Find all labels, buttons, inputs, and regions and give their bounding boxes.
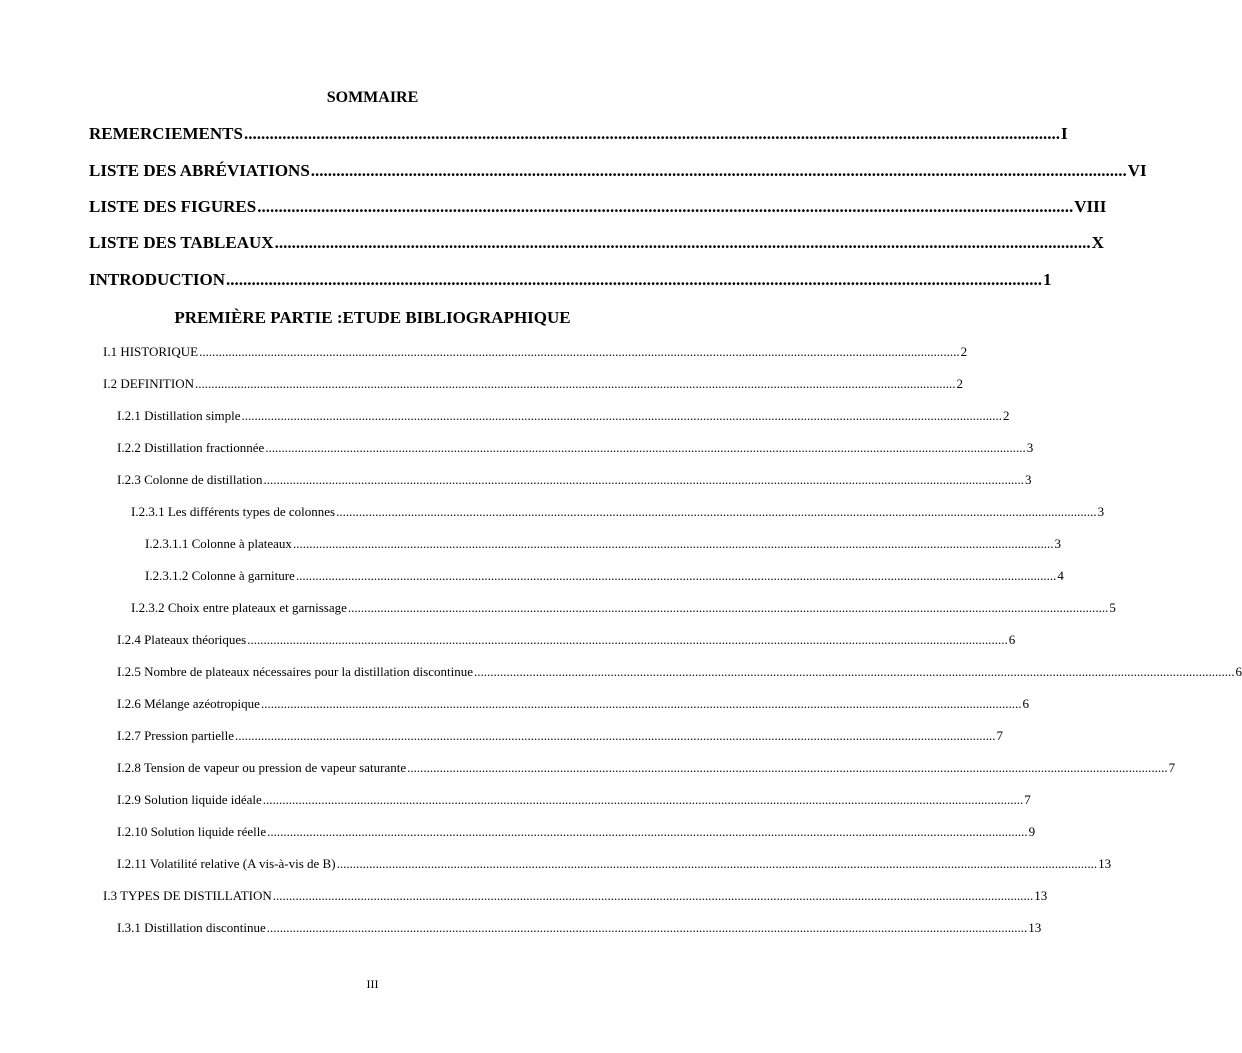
toc-label: I.2.4 Plateaux théoriques: [117, 632, 247, 647]
toc-page-number: 3: [1097, 504, 1105, 519]
toc-entry[interactable]: [145, 536, 1061, 552]
toc-leader: ..........................................................................................................................................................................................................................................: [336, 856, 1098, 871]
toc-page-number: 3: [1026, 440, 1034, 455]
toc-leader: ..........................................................................................................................................................................................................................................: [199, 344, 960, 359]
toc-entry[interactable]: [103, 344, 968, 360]
toc-label: I.2.5 Nombre de plateaux nécessaires pour la distillation discontinue: [117, 664, 473, 679]
toc-page-number: 7: [1168, 760, 1176, 775]
toc-page-number: 3: [1025, 472, 1032, 487]
toc-page-number: 2: [1003, 408, 1010, 423]
toc-label: I.3 TYPES DE DISTILLATION: [103, 888, 272, 903]
part-title: PREMIÈRE PARTIE :ETUDE BIBLIOGRAPHIQUE: [174, 308, 571, 327]
toc-page-number: 13: [1098, 856, 1112, 871]
toc-label: I.1 HISTORIQUE: [103, 344, 199, 359]
toc-label: LISTE DES FIGURES: [89, 197, 257, 216]
toc-leader: ..........................................................................................................................................................................................................................................: [272, 888, 1034, 903]
toc-leader: ..........................................................................................................................................................................................................................................: [241, 408, 1002, 423]
toc-label: I.2.3.1.1 Colonne à plateaux: [145, 536, 292, 551]
toc-leader: ................................................................................................................................................................................................: [243, 124, 1060, 143]
toc-label: I.2.2 Distillation fractionnée: [117, 440, 265, 455]
toc-label: LISTE DES TABLEAUX: [89, 233, 274, 252]
toc-label: I.2.3.1.2 Colonne à garniture: [145, 568, 295, 583]
toc-leader: ..........................................................................................................................................................................................................................................: [234, 728, 996, 743]
toc-main-entry[interactable]: [89, 161, 1147, 181]
toc-leader: ..........................................................................................................................................................................................................................................: [407, 760, 1168, 775]
toc-leader: ................................................................................................................................................................................................: [274, 233, 1091, 252]
toc-label: I.2.6 Mélange azéotropique: [117, 696, 260, 711]
toc-page-number: 3: [1054, 536, 1061, 551]
toc-main-entry[interactable]: [89, 197, 1107, 217]
toc-entry[interactable]: [117, 408, 1010, 424]
toc-entry[interactable]: [117, 824, 1036, 840]
toc-page-number: 13: [1034, 888, 1048, 903]
toc-main-entry[interactable]: [89, 124, 1068, 144]
toc-leader: ..........................................................................................................................................................................................................................................: [347, 600, 1109, 615]
toc-leader: ..........................................................................................................................................................................................................................................: [263, 472, 1025, 487]
toc-label: I.2.3.1 Les différents types de colonnes: [131, 504, 336, 519]
page-title: SOMMAIRE: [326, 89, 419, 106]
toc-label: REMERCIEMENTS: [89, 124, 243, 143]
page-footer-number: III: [366, 977, 379, 991]
toc-label: I.2.3 Colonne de distillation: [117, 472, 263, 487]
toc-label: I.2 DEFINITION: [103, 376, 194, 391]
toc-entry[interactable]: [117, 728, 1003, 744]
toc-page-number: 5: [1109, 600, 1116, 615]
toc-page-number: 6: [1022, 696, 1029, 711]
toc-entry[interactable]: [117, 760, 1176, 776]
toc-label: I.2.8 Tension de vapeur ou pression de vapeur saturante: [117, 760, 407, 775]
toc-label: I.2.9 Solution liquide idéale: [117, 792, 262, 807]
toc-page-number: 4: [1057, 568, 1064, 583]
toc-label: INTRODUCTION: [89, 270, 226, 289]
toc-leader: ..........................................................................................................................................................................................................................................: [266, 920, 1028, 935]
toc-leader: ..........................................................................................................................................................................................................................................: [262, 792, 1024, 807]
toc-leader: ..........................................................................................................................................................................................................................................: [265, 440, 1026, 455]
toc-page-number: 1: [1043, 270, 1052, 289]
toc-leader: ..........................................................................................................................................................................................................................................: [247, 632, 1008, 647]
toc-main-entry[interactable]: [89, 270, 1052, 290]
toc-entry[interactable]: [103, 888, 1048, 904]
toc-leader: ..........................................................................................................................................................................................................................................: [194, 376, 956, 391]
toc-page-number: 6: [1008, 632, 1016, 647]
toc-entry[interactable]: [117, 472, 1032, 488]
toc-page-number: 9: [1028, 824, 1036, 839]
toc-entry[interactable]: [117, 440, 1034, 456]
toc-page-number: I: [1060, 124, 1068, 143]
toc-leader: ..........................................................................................................................................................................................................................................: [473, 664, 1235, 679]
toc-leader: ................................................................................................................................................................................................: [226, 270, 1043, 289]
toc-page-number: VI: [1127, 161, 1147, 180]
toc-leader: ..........................................................................................................................................................................................................................................: [295, 568, 1057, 583]
toc-leader: ..........................................................................................................................................................................................................................................: [260, 696, 1022, 711]
toc-leader: ................................................................................................................................................................................................: [257, 197, 1074, 216]
toc-page-number: 13: [1028, 920, 1042, 935]
toc-page-number: 6: [1235, 664, 1242, 679]
toc-page-number: 7: [996, 728, 1003, 743]
toc-leader: ..........................................................................................................................................................................................................................................: [267, 824, 1028, 839]
toc-entry[interactable]: [117, 792, 1031, 808]
toc-leader: ..........................................................................................................................................................................................................................................: [292, 536, 1054, 551]
toc-entry[interactable]: [131, 504, 1105, 520]
toc-page-number: VIII: [1074, 197, 1107, 216]
toc-page-number: 2: [960, 344, 968, 359]
toc-leader: ................................................................................................................................................................................................: [310, 161, 1127, 180]
toc-leader: ..........................................................................................................................................................................................................................................: [336, 504, 1097, 519]
toc-label: I.3.1 Distillation discontinue: [117, 920, 266, 935]
toc-page-number: 7: [1024, 792, 1031, 807]
toc-entry[interactable]: [117, 664, 1242, 680]
toc-page-number: X: [1091, 233, 1104, 252]
toc-label: I.2.7 Pression partielle: [117, 728, 234, 743]
toc-page-number: 2: [956, 376, 963, 391]
toc-label: I.2.3.2 Choix entre plateaux et garnissage: [131, 600, 347, 615]
toc-entry[interactable]: [117, 856, 1112, 872]
toc-entry[interactable]: [145, 568, 1064, 584]
toc-label: I.2.1 Distillation simple: [117, 408, 241, 423]
toc-entry[interactable]: [117, 920, 1042, 936]
toc-label: I.2.10 Solution liquide réelle: [117, 824, 267, 839]
toc-label: LISTE DES ABRÉVIATIONS: [89, 161, 310, 180]
toc-entry[interactable]: [117, 632, 1016, 648]
toc-label: I.2.11 Volatilité relative (A vis-à-vis de B): [117, 856, 336, 871]
toc-entry[interactable]: [117, 696, 1029, 712]
toc-main-entry[interactable]: [89, 233, 1104, 253]
toc-entry[interactable]: [131, 600, 1116, 616]
toc-entry[interactable]: [103, 376, 963, 392]
